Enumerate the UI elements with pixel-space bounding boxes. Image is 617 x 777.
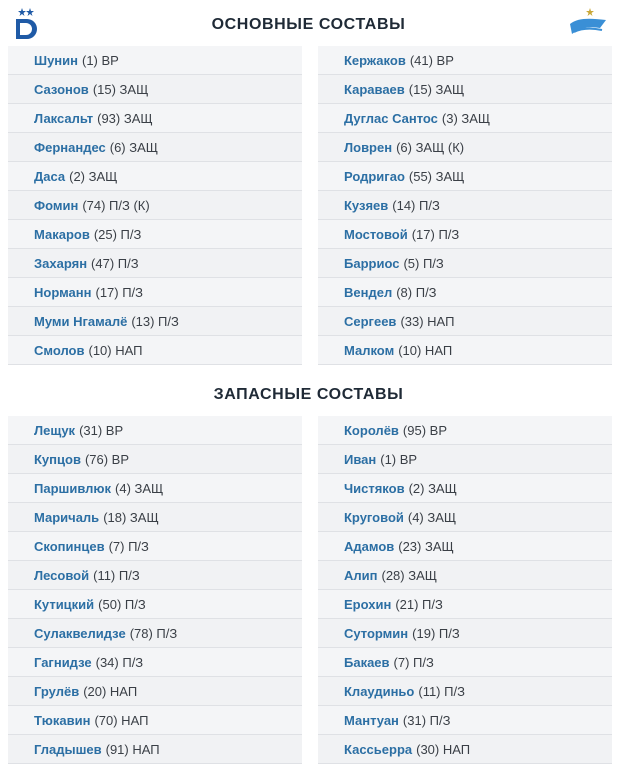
player-row [8,249,302,278]
player-row [318,648,612,677]
player-name-link[interactable]: Барриос [344,255,400,271]
player-row [318,706,612,735]
player-number-position: (19) П/З [412,625,460,641]
player-number-position: (93) ЗАЩ [97,110,153,126]
player-row [318,278,612,307]
player-number-position: (21) П/З [395,596,443,612]
player-row [8,104,302,133]
player-number-position: (11) П/З [418,683,465,699]
player-row [8,648,302,677]
player-row [8,220,302,249]
player-name-link[interactable]: Кассьерра [344,741,413,757]
player-name-link[interactable]: Сулаквелидзе [34,625,126,641]
section-header-subs [0,380,617,410]
player-number-position: (28) ЗАЩ [381,567,437,583]
player-number-position: (3) ЗАЩ [441,110,491,126]
player-row [8,75,302,104]
zenit-logo-icon [568,6,608,47]
player-row [318,336,612,365]
player-number-position: (2) ЗАЩ [69,168,118,184]
section-title: ЗАПАСНЫЕ СОСТАВЫ [213,386,404,403]
player-number-position: (34) П/З [95,654,144,670]
away-subs-list [318,416,612,764]
player-name-link[interactable]: Ловрен [344,139,393,155]
player-row [8,46,302,75]
player-row [8,735,302,764]
player-name-link[interactable]: Кузяев [344,197,389,213]
section-title: ОСНОВНЫЕ СОСТАВЫ [211,16,406,33]
player-row [318,445,612,474]
player-row [318,46,612,75]
player-number-position: (8) П/З [396,284,437,300]
player-name-link[interactable]: Норманн [34,284,92,300]
player-name-link[interactable]: Караваев [344,81,405,97]
player-number-position: (6) ЗАЩ [109,139,158,155]
player-number-position: (25) П/З [93,226,142,242]
player-name-link[interactable]: Лещук [34,422,76,438]
player-number-position: (17) П/З [411,226,460,242]
player-row [8,619,302,648]
player-name-link[interactable]: Иван [344,451,377,467]
player-row [318,590,612,619]
player-row [8,474,302,503]
away-starting-list [318,46,612,365]
player-number-position: (23) ЗАЩ [398,538,454,554]
player-number-position: (18) ЗАЩ [103,509,159,525]
player-number-position: (6) ЗАЩ (К) [396,139,465,155]
player-number-position: (47) П/З [91,255,139,271]
player-number-position: (13) П/З [131,313,179,329]
player-row [8,416,302,445]
player-name-link[interactable]: Лаксальт [34,110,94,126]
player-number-position: (33) НАП [400,313,455,329]
player-name-link[interactable]: Чистяков [344,480,405,496]
player-row [8,503,302,532]
home-subs-list [8,416,302,764]
player-number-position: (31) ВР [79,422,124,438]
player-row [8,532,302,561]
player-number-position: (10) НАП [398,342,453,358]
player-row [318,133,612,162]
player-number-position: (91) НАП [105,741,160,757]
player-name-link[interactable]: Бакаев [344,654,390,670]
player-name-link[interactable]: Смолов [34,342,85,358]
player-number-position: (74) П/З (К) [82,197,150,213]
player-row [318,416,612,445]
player-row [8,677,302,706]
player-row [318,619,612,648]
player-row [8,162,302,191]
player-name-link[interactable]: Фернандес [34,139,106,155]
player-name-link[interactable]: Грулёв [34,683,80,699]
player-name-link[interactable]: Мантуан [344,712,399,728]
player-row [318,249,612,278]
player-number-position: (2) ЗАЩ [408,480,457,496]
player-name-link[interactable]: Купцов [34,451,81,467]
player-name-link[interactable]: Круговой [344,509,404,525]
player-number-position: (76) ВР [84,451,130,467]
player-name-link[interactable]: Скопинцев [34,538,105,554]
player-number-position: (20) НАП [83,683,138,699]
player-number-position: (30) НАП [416,741,471,757]
player-name-link[interactable]: Клаудиньо [344,683,415,699]
player-name-link[interactable]: Гладышев [34,741,102,757]
player-number-position: (15) ЗАЩ [408,81,465,97]
player-row [8,561,302,590]
player-number-position: (55) ЗАЩ [408,168,465,184]
player-row [318,104,612,133]
player-number-position: (7) П/З [393,654,434,670]
player-row [318,677,612,706]
player-number-position: (41) ВР [409,52,454,68]
player-name-link[interactable]: Сергеев [344,313,397,329]
player-name-link[interactable]: Шунин [34,52,78,68]
player-name-link[interactable]: Королёв [344,422,399,438]
player-row [318,503,612,532]
player-name-link[interactable]: Дуглас Сантос [344,110,438,126]
section-header-main [0,10,617,40]
player-name-link[interactable]: Вендел [344,284,393,300]
player-name-link[interactable]: Мостовой [344,226,408,242]
player-number-position: (14) П/З [392,197,440,213]
player-number-position: (95) ВР [402,422,447,438]
player-number-position: (50) П/З [98,596,146,612]
player-row [318,307,612,336]
player-name-link[interactable]: Малком [344,342,395,358]
home-starting-list [8,46,302,365]
player-name-link[interactable]: Кутицкий [34,596,95,612]
player-name-link[interactable]: Сутормин [344,625,409,641]
player-number-position: (78) П/З [129,625,178,641]
player-row [318,220,612,249]
player-name-link[interactable]: Кержаков [344,52,406,68]
player-name-link[interactable]: Паршивлюк [34,480,112,496]
player-name-link[interactable]: Муми Нгамалё [34,313,128,329]
player-name-link[interactable]: Родригао [344,168,405,184]
player-name-link[interactable]: Алип [344,567,378,583]
player-name-link[interactable]: Захарян [34,255,88,271]
player-number-position: (5) П/З [403,255,444,271]
player-number-position: (7) П/З [108,538,149,554]
player-row [318,162,612,191]
player-number-position: (11) П/З [93,567,140,583]
player-row [318,75,612,104]
player-name-link[interactable]: Маричаль [34,509,100,525]
player-number-position: (17) П/З [95,284,144,300]
player-number-position: (15) ЗАЩ [92,81,149,97]
player-number-position: (10) НАП [88,342,143,358]
player-row [318,735,612,764]
dynamo-logo-icon [12,6,40,49]
player-row [8,445,302,474]
player-name-link[interactable]: Гагнидзе [34,654,92,670]
player-number-position: (1) ВР [380,451,418,467]
player-name-link[interactable]: Ерохин [344,596,392,612]
player-name-link[interactable]: Адамов [344,538,395,554]
player-row [8,336,302,365]
player-row [8,590,302,619]
player-row [8,278,302,307]
player-row [318,191,612,220]
player-name-link[interactable]: Тюкавин [34,712,91,728]
player-row [318,474,612,503]
player-name-link[interactable]: Сазонов [34,81,89,97]
player-number-position: (70) НАП [94,712,149,728]
player-row [8,706,302,735]
player-name-link[interactable]: Лесовой [34,567,90,583]
player-row [8,191,302,220]
player-number-position: (4) ЗАЩ [407,509,457,525]
player-row [8,307,302,336]
player-name-link[interactable]: Даса [34,168,66,184]
player-number-position: (4) ЗАЩ [115,480,164,496]
player-row [318,532,612,561]
player-number-position: (31) П/З [402,712,451,728]
player-row [318,561,612,590]
player-name-link[interactable]: Фомин [34,197,79,213]
player-row [8,133,302,162]
player-number-position: (1) ВР [82,52,119,68]
player-name-link[interactable]: Макаров [34,226,90,242]
